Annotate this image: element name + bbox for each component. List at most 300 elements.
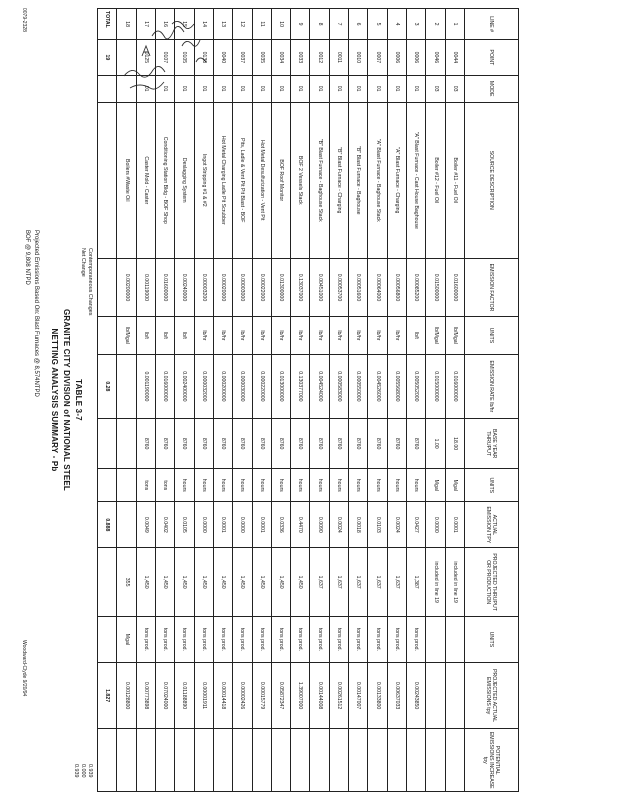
total-cell [98, 75, 117, 102]
table-cell: 1,450 [233, 548, 252, 617]
table-cell: 0.01600000 [156, 258, 175, 316]
table-cell: 18.00 [445, 419, 464, 469]
table-cell: 8 [310, 9, 329, 40]
table-cell: 0.00051600 [349, 258, 368, 316]
table-cell: 3 [407, 9, 426, 40]
table-cell: hours [329, 469, 348, 502]
table-cell: hours [310, 469, 329, 502]
table-cell: tons prod. [213, 616, 232, 662]
table-body [98, 9, 465, 792]
table-cell: "A" Blast Furnace - Baghouse Stack [368, 102, 387, 258]
table-cell: tons [156, 469, 175, 502]
table-row [310, 9, 329, 792]
table-cell: 0010 [349, 40, 368, 75]
table-cell: tons prod. [291, 616, 310, 662]
col-header: PROJECTED THRUPUT OR PRODUCTION [465, 548, 519, 617]
table-cell: 01 [194, 75, 213, 102]
table-cell: tons prod. [136, 616, 155, 662]
table-cell: 0.000032000 [194, 354, 213, 419]
table-cell: 0.016000000 [445, 354, 464, 419]
table-cell: 17 [136, 9, 155, 40]
table-cell: hours [194, 469, 213, 502]
table-cell: hours [407, 469, 426, 502]
table-cell: 0.00128800 [117, 662, 136, 729]
table-cell: 01 [175, 75, 194, 102]
total-cell: 1.827 [98, 662, 117, 729]
table-cell: 6 [349, 9, 368, 40]
table-cell [117, 354, 136, 419]
table-cell: 01 [407, 75, 426, 102]
table-cell: 0125 [136, 40, 155, 75]
table-cell: 1,637 [368, 548, 387, 617]
table-cell: 1,387 [407, 548, 426, 617]
table-cell [175, 729, 194, 792]
table-cell: 1,450 [291, 548, 310, 617]
col-header: EMISSION RATE lb/hr [465, 354, 519, 419]
table-row [387, 9, 406, 792]
table-row [252, 9, 271, 792]
table-cell: 0.00002426 [233, 662, 252, 729]
total-cell [98, 102, 117, 258]
table-cell: 8760 [291, 419, 310, 469]
table-cell: 0.00015779 [252, 662, 271, 729]
table-cell: 01 [368, 75, 387, 102]
table-cell: 0.005568000 [387, 354, 406, 419]
table-cell [136, 729, 155, 792]
table-row [233, 9, 252, 792]
table-cell: lb/hr [310, 317, 329, 354]
table-cell: 0.00200000 [117, 258, 136, 316]
table-cell: 01 [310, 75, 329, 102]
table-cell [387, 729, 406, 792]
table-cell: lb/t [136, 317, 155, 354]
table-cell: 0.000583000 [329, 354, 348, 419]
table-cell: 12 [233, 9, 252, 40]
table-cell: 0.00003200 [194, 258, 213, 316]
table-cell: 0.00053700 [329, 258, 348, 316]
table-cell: tons prod. [156, 616, 175, 662]
table-cell: 01 [213, 75, 232, 102]
table-cell: 0034 [271, 40, 290, 75]
table-cell [426, 616, 445, 662]
table-cell [117, 419, 136, 469]
table-cell: hours [175, 469, 194, 502]
table-cell: 0.07024000 [156, 662, 175, 729]
table-cell: 01 [291, 75, 310, 102]
table-cell: 0.0024 [329, 502, 348, 548]
total-cell [98, 258, 117, 316]
table-cell: tons prod. [329, 616, 348, 662]
table-cell: 0.0336 [271, 502, 290, 548]
table-cell: 0.0105 [175, 502, 194, 548]
table-cell: hours [252, 469, 271, 502]
table-row [349, 9, 368, 792]
table-cell: tons prod. [271, 616, 290, 662]
table-cell: 0.0103 [368, 502, 387, 548]
table-cell: lb/t [407, 317, 426, 354]
netting-analysis-table [97, 8, 519, 792]
table-cell: tons prod. [407, 616, 426, 662]
table-cell: 1.39007000 [291, 662, 310, 729]
table-cell: included in line 19 [426, 548, 445, 617]
table-cell: 9 [291, 9, 310, 40]
table-cell [407, 729, 426, 792]
table-cell: 8760 [329, 419, 348, 469]
table-cell: 0.05872347 [271, 662, 290, 729]
table-cell [291, 729, 310, 792]
table-cell: 01 [271, 75, 290, 102]
table-cell: hours [233, 469, 252, 502]
table-cell: 0.00261512 [329, 662, 348, 729]
table-cell: 0.0427 [407, 502, 426, 548]
table-cell: 1,450 [136, 548, 155, 617]
table-cell: tons prod. [349, 616, 368, 662]
table-cell: 8760 [136, 419, 155, 469]
table-cell: 0.00240000 [175, 258, 194, 316]
table-cell: 8760 [233, 419, 252, 469]
table-cell: lb/Mgal [445, 317, 464, 354]
table-cell: 03 [426, 75, 445, 102]
table-cell: 0.0001 [252, 502, 271, 548]
table-cell [310, 729, 329, 792]
table-cell: 0105 [175, 40, 194, 75]
table-cell: 0107 [156, 40, 175, 75]
table-cell: 03 [445, 75, 464, 102]
table-cell [117, 729, 136, 792]
table-cell: 16 [156, 9, 175, 40]
table-cell: 0.00056800 [387, 258, 406, 316]
table-cell: Boilers #Waste Oil [117, 102, 136, 258]
table-cell: 0.015000000 [426, 354, 445, 419]
table-cell: Mgal [426, 469, 445, 502]
table-cell: 1,637 [329, 548, 348, 617]
table-cell: 14 [194, 9, 213, 40]
table-cell: 0138 [194, 40, 213, 75]
total-cell: 0.28 [98, 354, 117, 419]
document-id: 0079-2328 [21, 8, 27, 32]
projection-note: Projected Emissions Based On: Blast Furnaces @ 8,574NTPD [33, 230, 39, 397]
table-cell: 01 [349, 75, 368, 102]
total-cell: 0.888 [98, 502, 117, 548]
table-cell: hours [213, 469, 232, 502]
table-header-row [465, 9, 519, 792]
table-cell: 0.00243850 [407, 662, 426, 729]
net-change-label: Net Change [80, 248, 86, 277]
table-cell: lb/hr [252, 317, 271, 354]
table-cell: 8760 [194, 419, 213, 469]
table-cell: lb/Mgal [117, 317, 136, 354]
table-cell [445, 616, 464, 662]
table-row [156, 9, 175, 792]
total-cell [98, 616, 117, 662]
table-cell: included in line 19 [445, 548, 464, 617]
table-row [117, 9, 136, 792]
table-cell: 1 [445, 9, 464, 40]
table-cell: BOF Roof Monitor [271, 102, 290, 258]
table-cell: 0.00144008 [310, 662, 329, 729]
table-cell: 15 [175, 9, 194, 40]
table-cell: 8760 [156, 419, 175, 469]
table-cell: lb/Mgal [426, 317, 445, 354]
table-cell: 0006 [407, 40, 426, 75]
table-row [445, 9, 464, 792]
table-cell: 355 [117, 548, 136, 617]
table-cell: 0.4470 [291, 502, 310, 548]
table-cell [117, 40, 136, 75]
table-cell: BOF 2 Vessels Stack [291, 102, 310, 258]
contemporaneous-label: Contemporaneous Changes [87, 248, 93, 316]
table-row [426, 9, 445, 792]
table-cell: lb/hr [271, 317, 290, 354]
table-cell: 0.0090 [310, 502, 329, 548]
table-cell: 11 [252, 9, 271, 40]
table-cell [117, 469, 136, 502]
col-header: POINT [465, 40, 519, 75]
table-row [368, 9, 387, 792]
table-cell: "A" Blast Furnace - Cast House Baghouse [407, 102, 426, 258]
table-cell: 0.01300000 [271, 258, 290, 316]
total-cell [98, 317, 117, 354]
table-cell: tons prod. [233, 616, 252, 662]
table-cell: 1,450 [156, 548, 175, 617]
table-cell: 01 [136, 75, 155, 102]
table-cell: 0.0049 [136, 502, 155, 548]
table-cell: 13 [213, 9, 232, 40]
total-cell [98, 729, 117, 792]
table-cell: lb/t [175, 317, 194, 354]
table-cell: 1,450 [194, 548, 213, 617]
table-cell: "B" Blast Furnace - Baghouse [349, 102, 368, 258]
table-cell: Boiler #12 - Fuel Oil [426, 102, 445, 258]
table-cell: 0.00119000 [136, 258, 155, 316]
table-cell: 1,450 [252, 548, 271, 617]
table-cell: 0.00773898 [136, 662, 155, 729]
table-cell: 8760 [387, 419, 406, 469]
table-cell [271, 729, 290, 792]
table-cell: 0.005052000 [407, 354, 426, 419]
table-cell: tons prod. [310, 616, 329, 662]
table-cell: 8760 [349, 419, 368, 469]
table-cell [213, 729, 232, 792]
table-cell: 0.0000 [233, 502, 252, 548]
table-cell: lb/hr [368, 317, 387, 354]
total-cell: TOTAL [98, 9, 117, 40]
table-cell: 0.00085200 [407, 258, 426, 316]
table-cell [252, 729, 271, 792]
table-cell [329, 729, 348, 792]
table-cell: "B" Blast Furnace - Baghouse Stack [310, 102, 329, 258]
table-cell: 0.0000 [194, 502, 213, 548]
table-cell: 8760 [368, 419, 387, 469]
table-cell: tons prod. [387, 616, 406, 662]
table-cell: lb/hr [291, 317, 310, 354]
table-cell: tons prod. [194, 616, 213, 662]
table-cell: 10 [271, 9, 290, 40]
col-header: POTENTIAL EMISSIONS INCREASE tpy [465, 729, 519, 792]
table-cell: tons prod. [368, 616, 387, 662]
table-cell: 0.00001911 [194, 662, 213, 729]
table-row [175, 9, 194, 792]
table-cell: 0035 [252, 40, 271, 75]
table-cell: hours [387, 469, 406, 502]
table-cell: Mgal [117, 616, 136, 662]
page-title: GRANITE CITY DIVISION of NATIONAL STEEL [62, 308, 71, 492]
total-cell [98, 469, 117, 502]
table-cell: 0.01600000 [445, 258, 464, 316]
table-cell: 0007 [368, 40, 387, 75]
table-cell: Mgal [445, 469, 464, 502]
table-cell: 0.00133800 [368, 662, 387, 729]
table-cell: 0.00451000 [310, 258, 329, 316]
table-cell: 0.0024 [387, 502, 406, 548]
table-cell: 0.00637033 [387, 662, 406, 729]
table-cell: 0011 [329, 40, 348, 75]
table-cell: 0.001190000 [136, 354, 155, 419]
table-cell: 7 [329, 9, 348, 40]
table-row [194, 9, 213, 792]
table-cell: 0.0000 [426, 502, 445, 548]
table-cell: Boiler #11 - Fuel Oil [445, 102, 464, 258]
table-cell: 0.013000000 [271, 354, 290, 419]
col-header: UNITS [465, 317, 519, 354]
table-cell: 0.000200000 [213, 354, 232, 419]
table-cell: Hot Metal Charging Ladle Pit Scrubber [213, 102, 232, 258]
table-cell: 1,450 [213, 548, 232, 617]
table-cell: lb/hr [387, 317, 406, 354]
value: 0.939 [87, 764, 93, 778]
table-cell [156, 729, 175, 792]
table-cell: tons prod. [175, 616, 194, 662]
table-cell [117, 502, 136, 548]
table-cell: 0.0402 [156, 502, 175, 548]
table-cell: Deslagging System [175, 102, 194, 258]
projection-note-bof: BOF @ 9,808 NTPD [24, 230, 30, 285]
table-cell: 0.01500000 [426, 258, 445, 316]
table-cell: 0.000220000 [252, 354, 271, 419]
table-cell: 01 [387, 75, 406, 102]
table-cell [368, 729, 387, 792]
col-header: PROJECTED ACTUAL EMISSIONS tpy [465, 662, 519, 729]
table-cell: 5 [368, 9, 387, 40]
table-row [136, 9, 155, 792]
table-cell [445, 729, 464, 792]
table-cell: 0.00064000 [368, 258, 387, 316]
table-cell: 0.0018 [349, 502, 368, 548]
table-cell [445, 662, 464, 729]
table-row [329, 9, 348, 792]
table-cell: 0037 [233, 40, 252, 75]
col-header: MODE [465, 75, 519, 102]
table-cell: 0.0001 [213, 502, 232, 548]
table-cell: 2 [426, 9, 445, 40]
table-cell: 1,637 [310, 548, 329, 617]
table-cell: lb/hr [194, 317, 213, 354]
table-cell: lb/hr [233, 317, 252, 354]
col-header: SOURCE DESCRIPTION [465, 102, 519, 258]
table-cell: hours [271, 469, 290, 502]
table-cell: 0.000550000 [349, 354, 368, 419]
table-cell: 8760 [407, 419, 426, 469]
table-cell: lb/t [156, 317, 175, 354]
table-cell: 0.004526000 [368, 354, 387, 419]
col-header: UNITS [465, 469, 519, 502]
total-cell [98, 419, 117, 469]
table-cell: 0.002400000 [175, 354, 194, 419]
table-cell: 0012 [310, 40, 329, 75]
table-cell: 4 [387, 9, 406, 40]
revision-stamp: Woodward-Clyde 9/20/94 [21, 640, 27, 697]
table-cell: 8760 [252, 419, 271, 469]
table-cell: 1.00 [426, 419, 445, 469]
table-cell: 0.00003000 [233, 258, 252, 316]
table-cell: 18 [117, 9, 136, 40]
col-header: UNITS [465, 616, 519, 662]
table-cell: 1,450 [271, 548, 290, 617]
table-cell: 01 [329, 75, 348, 102]
table-cell: 0.13037000 [291, 258, 310, 316]
total-cell [98, 548, 117, 617]
table-cell: 8760 [175, 419, 194, 469]
page-subtitle: NETTING ANALYSIS SUMMARY - Pb [50, 328, 59, 472]
table-cell: 8760 [271, 419, 290, 469]
table-cell: hours [291, 469, 310, 502]
value: 0.000 [80, 764, 86, 778]
table-cell: 0040 [213, 40, 232, 75]
table-row [213, 9, 232, 792]
total-row [98, 9, 117, 792]
col-header: BASE YEAR THRUPUT [465, 419, 519, 469]
table-cell [117, 75, 136, 102]
table-cell: hours [349, 469, 368, 502]
table-cell: tons [136, 469, 155, 502]
table-cell: 0006 [387, 40, 406, 75]
table-cell: 01 [252, 75, 271, 102]
table-cell: 01 [233, 75, 252, 102]
table-cell: 0.01188890 [175, 662, 194, 729]
col-header: ACTUAL EMISSION TPY [465, 502, 519, 548]
table-cell: 0033 [291, 40, 310, 75]
table-cell: 0.00014418 [213, 662, 232, 729]
table-cell: 0046 [426, 40, 445, 75]
table-cell: 0.0001 [445, 502, 464, 548]
table-cell: "B" Blast Furnace - Charging [329, 102, 348, 258]
value: 0.939 [73, 764, 79, 778]
table-cell: lb/hr [329, 317, 348, 354]
table-cell: 0.004524000 [310, 354, 329, 419]
table-cell: 8760 [213, 419, 232, 469]
table-cell: 0.00147007 [349, 662, 368, 729]
total-cell: 19 [98, 40, 117, 75]
table-cell: 0.130377000 [291, 354, 310, 419]
table-cell: "A" Blast Furnace - Charging [387, 102, 406, 258]
table-cell: tons prod. [252, 616, 271, 662]
col-header: EMISSION FACTOR [465, 258, 519, 316]
table-cell: lb/hr [213, 317, 232, 354]
table-cell [426, 662, 445, 729]
table-cell: 0.016000000 [156, 354, 175, 419]
table-cell [349, 729, 368, 792]
table-cell [426, 729, 445, 792]
table-cell: 01 [156, 75, 175, 102]
table-cell: Conditioning Station Bldg - BOF Shop [156, 102, 175, 258]
table-cell: 1,637 [349, 548, 368, 617]
table-cell: 1,637 [387, 548, 406, 617]
table-cell: 0044 [445, 40, 464, 75]
table-cell: lb/hr [349, 317, 368, 354]
table-cell: 0.00022000 [252, 258, 271, 316]
table-cell: Caster Mold - Caster [136, 102, 155, 258]
table-row [407, 9, 426, 792]
